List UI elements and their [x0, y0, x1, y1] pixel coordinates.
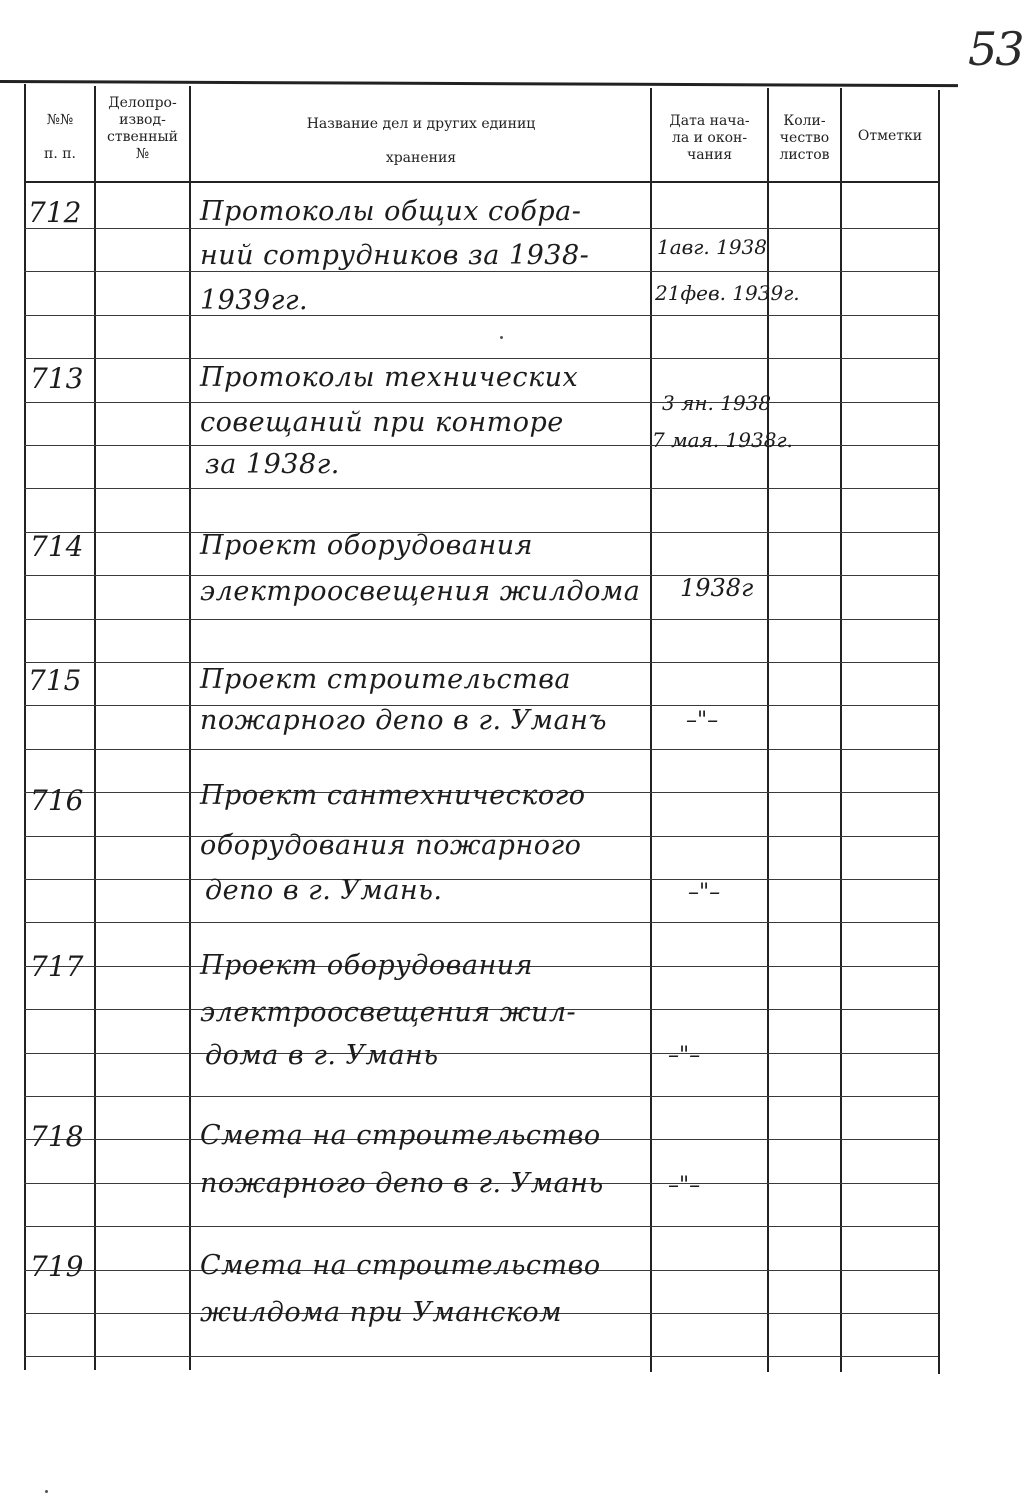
scan-speck — [45, 1490, 48, 1493]
record-title-line: 1939гг. — [200, 285, 309, 316]
record-date-ditto: –"– — [686, 708, 719, 733]
ruled-line — [24, 922, 938, 923]
record-number: 715 — [28, 664, 82, 697]
column-divider-num — [94, 86, 96, 1370]
record-title-line: совещаний при конторе — [200, 407, 564, 438]
ruled-line — [24, 662, 938, 663]
column-divider-office — [189, 86, 191, 1370]
record-title-line: жилдома при Уманском — [200, 1297, 563, 1328]
ruled-line — [24, 488, 938, 489]
page-number: 53 — [968, 22, 1023, 76]
record-number: 717 — [30, 950, 84, 983]
ruled-line — [24, 879, 938, 880]
record-number: 712 — [28, 196, 82, 229]
column-divider-right — [938, 90, 940, 1374]
ruled-line — [24, 1226, 938, 1227]
record-title-line: пожарного депо в г. Умань — [200, 1168, 604, 1199]
record-title-line: ний сотрудников за 1938- — [200, 240, 590, 271]
ruled-line — [24, 445, 938, 446]
column-divider-left — [24, 84, 26, 1370]
column-divider-count — [840, 88, 842, 1372]
column-divider-title — [650, 88, 652, 1372]
record-date-start: 3 ян. 1938 — [662, 391, 772, 415]
record-title-line: оборудования пожарного — [200, 830, 582, 861]
record-title-line: пожарного депо в г. Уманъ — [200, 705, 607, 736]
record-title-line: депо в г. Умань. — [205, 875, 443, 906]
record-title-line: дома в г. Умань — [205, 1040, 439, 1071]
record-number: 719 — [30, 1250, 84, 1283]
header-notes: Отметки — [857, 128, 923, 144]
header-num: №№ п. п. — [43, 112, 76, 162]
ruled-line — [24, 271, 938, 272]
record-title-line: Проект оборудования — [200, 950, 534, 981]
ruled-line — [24, 1053, 938, 1054]
record-date-ditto: –"– — [688, 880, 721, 905]
record-title-line: электроосвещения жил- — [200, 997, 577, 1028]
record-title-line: Смета на строительство — [200, 1250, 601, 1281]
header-bottom-rule — [24, 181, 938, 183]
record-number: 714 — [30, 530, 84, 563]
ruled-line — [24, 749, 938, 750]
ruled-line — [24, 358, 938, 359]
header-office-number: Делопро- извод- ственный № — [107, 95, 178, 162]
record-date-ditto: –"– — [668, 1043, 701, 1068]
ruled-line — [24, 228, 938, 229]
record-title-line: Проект строительства — [200, 664, 572, 695]
ruled-line — [24, 1096, 938, 1097]
record-title-line: Протоколы общих собра- — [200, 196, 582, 227]
record-title-line: Проект оборудования — [200, 530, 534, 561]
ruled-line — [24, 402, 938, 403]
record-title-line: электроосвещения жилдома — [200, 576, 641, 607]
record-date-ditto: –"– — [668, 1173, 701, 1198]
record-title-line: за 1938г. — [205, 449, 340, 480]
ruled-line — [24, 619, 938, 620]
record-title-line: Проект сантехнического — [200, 780, 586, 811]
record-number: 716 — [30, 784, 84, 817]
record-number: 718 — [30, 1120, 84, 1153]
record-title-line: Протоколы технических — [200, 362, 579, 393]
header-dates: Дата нача- ла и окон- чания — [669, 113, 750, 163]
record-title-line: Смета на строительство — [200, 1120, 601, 1151]
scan-speck — [500, 336, 503, 339]
ruled-line — [24, 315, 938, 316]
ruled-line — [24, 1356, 938, 1357]
record-date-start: 1авг. 1938 — [657, 235, 768, 259]
top-rule — [0, 80, 958, 87]
record-date-end: 21фев. 1939г. — [655, 281, 800, 305]
record-date-start: 1938г — [680, 574, 754, 602]
header-title: Название дел и других единиц хранения — [306, 116, 536, 166]
record-date-end: 7 мая. 1938г. — [652, 428, 793, 452]
header-sheet-count: Коли- чество листов — [779, 113, 830, 163]
record-number: 713 — [30, 362, 84, 395]
